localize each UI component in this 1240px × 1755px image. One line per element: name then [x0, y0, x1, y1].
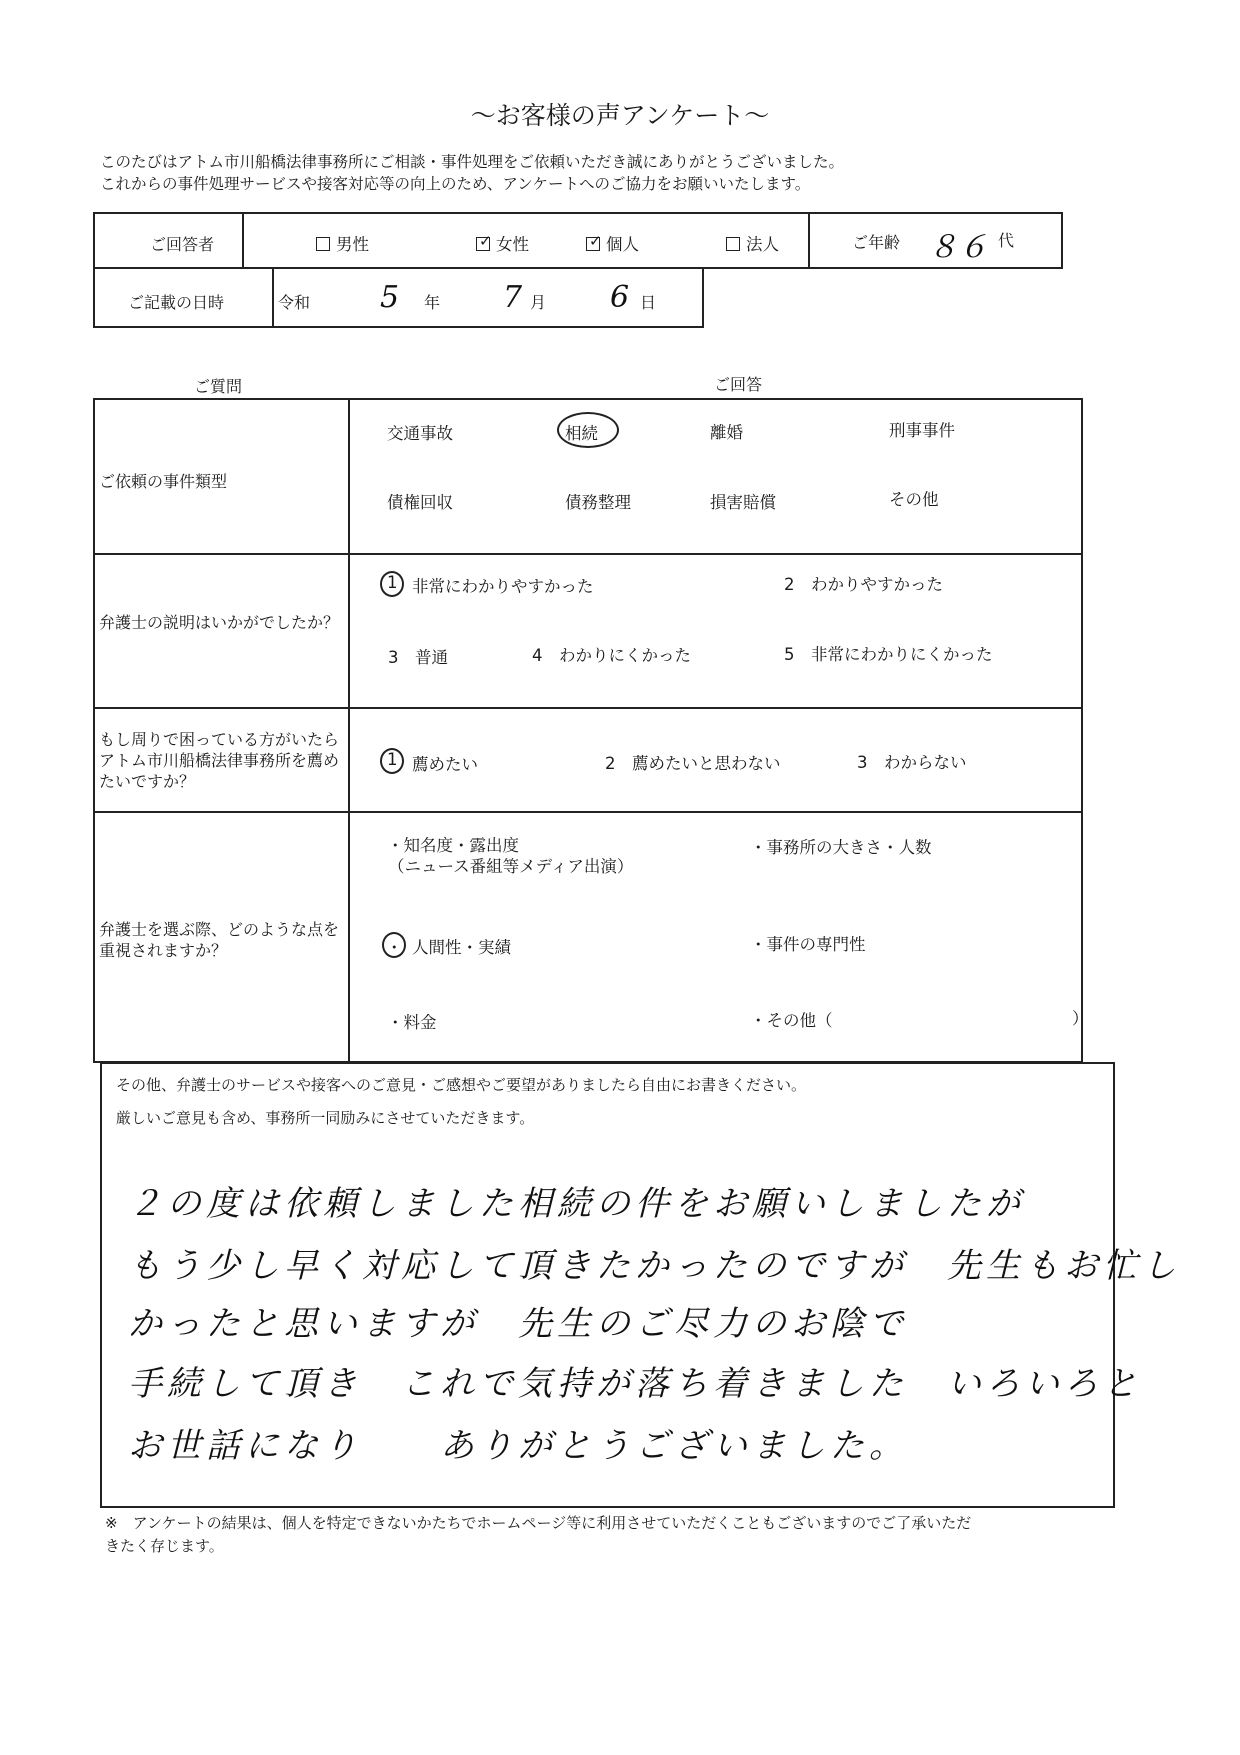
footer-note-line-2: きたく存じます。 [105, 1537, 224, 1555]
male-checkbox[interactable] [316, 237, 330, 251]
handwritten-line-1: ２の度は依頼しました相続の件をお願いしましたが [128, 1184, 1025, 1224]
q3-option-2[interactable]: 2 薦めたいと思わない [605, 754, 781, 773]
era-label: 令和 [278, 293, 311, 312]
day-unit: 日 [640, 293, 657, 312]
comments-prompt-2: 厳しいご意見も含め、事務所一同励みにさせていただきます。 [116, 1109, 535, 1127]
respondent-table [93, 212, 1063, 269]
q2-option-5[interactable]: 5 非常にわかりにくかった [784, 645, 993, 664]
check-mark-icon: ✓ [589, 232, 602, 250]
q1-option-debt-restructuring[interactable]: 債務整理 [565, 493, 631, 512]
survey-title: ～お客様の声アンケート～ [470, 101, 770, 130]
intro-line-1: このたびはアトム市川船橋法律事務所にご相談・事件処理をご依頼いただき誠にありがとうございました。 [100, 153, 845, 171]
day-value[interactable]: 6 [610, 280, 630, 315]
month-value[interactable]: 7 [503, 280, 523, 315]
q1-option-other[interactable]: その他 [889, 490, 939, 509]
q4-question: 弁護士を選ぶ際、どのような点を重視されますか？ [99, 920, 340, 960]
handwritten-line-4: 手続して頂き これで気持が落ち着きました いろいろと [128, 1364, 1142, 1404]
corporate-label: 法人 [746, 235, 779, 254]
q1-option-damages[interactable]: 損害賠償 [710, 493, 776, 512]
type-individual-option[interactable] [586, 231, 639, 255]
footer-note-line-1: ※ アンケートの結果は、個人を特定できないかたちでホームページ等に利用させていただくこともございますのでご了承いただ [105, 1514, 972, 1532]
q4-option-6[interactable]: ・その他（ [750, 1011, 833, 1030]
handwritten-line-2: もう少し早く対応して頂きたかったのですが 先生もお忙し [128, 1246, 1181, 1286]
individual-label: 個人 [606, 235, 639, 254]
comments-prompt-1: その他、弁護士のサービスや接客へのご意見・ご感想やご要望がありましたら自由にお書きください。 [116, 1076, 807, 1094]
q2-option-1[interactable]: 非常にわかりやすかった [412, 577, 594, 596]
q3-option-3[interactable]: 3 わからない [857, 753, 967, 772]
q2-question: 弁護士の説明はいかがでしたか？ [99, 613, 340, 632]
answer-header: ご回答 [714, 375, 763, 394]
year-value[interactable]: 5 [380, 280, 400, 315]
q1-option-debt-collection[interactable]: 債権回収 [387, 493, 453, 512]
q2-option-1-number[interactable]: 1 [387, 573, 398, 592]
check-mark-icon: ✓ [479, 232, 492, 250]
q4-option-2[interactable]: ・事務所の大きさ・人数 [750, 838, 932, 857]
male-label: 男性 [336, 235, 369, 254]
month-unit: 月 [530, 293, 547, 312]
q1-option-criminal[interactable]: 刑事事件 [889, 421, 955, 440]
q2-option-3[interactable]: 3 普通 [388, 648, 448, 667]
selection-circle [557, 412, 619, 448]
q3-question: もし周りで困っている方がいたらアトム市川船橋法律事務所を薦めたいですか？ [99, 730, 340, 791]
age-label: ご年齢 [852, 233, 901, 252]
q2-option-2[interactable]: 2 わかりやすかった [784, 575, 943, 594]
q4-option-6-close: ） [1072, 1009, 1089, 1028]
year-unit: 年 [424, 293, 441, 312]
q4-option-5[interactable]: ・料金 [387, 1013, 437, 1032]
respondent-label: ご回答者 [150, 235, 215, 254]
corporate-checkbox[interactable] [726, 237, 740, 251]
age-value[interactable]: ８６ [928, 230, 988, 265]
handwritten-line-3: かったと思いますが 先生のご尽力のお陰で [128, 1304, 908, 1344]
q3-option-1[interactable]: 薦めたい [412, 755, 478, 774]
intro-line-2: これからの事件処理サービスや接客対応等の向上のため、アンケートへのご協力をお願いいたします。 [100, 175, 811, 193]
q1-option-traffic[interactable]: 交通事故 [387, 424, 453, 443]
question-header: ご質問 [194, 377, 243, 396]
q1-option-inheritance[interactable]: 相続 [565, 424, 598, 443]
q3-option-1-number[interactable]: 1 [387, 750, 398, 769]
q1-option-divorce[interactable]: 離婚 [710, 423, 743, 442]
individual-checkbox[interactable] [586, 232, 602, 251]
q4-option-3-bullet: ・ [386, 938, 403, 957]
q4-option-1-detail: （ニュース番組等メディア出演） [388, 857, 634, 876]
q4-option-3[interactable]: 人間性・実績 [412, 938, 511, 957]
gender-female-option[interactable] [476, 231, 529, 255]
female-checkbox[interactable] [476, 232, 492, 251]
female-label: 女性 [496, 235, 529, 254]
q4-option-4[interactable]: ・事件の専門性 [750, 935, 866, 954]
handwritten-line-5: お世話になり ありがとうございました。 [128, 1426, 908, 1466]
q2-option-4[interactable]: 4 わかりにくかった [532, 646, 691, 665]
type-corporate-option[interactable] [726, 231, 779, 255]
age-suffix: 代 [998, 231, 1015, 250]
gender-male-option[interactable] [316, 231, 369, 255]
q4-option-1[interactable]: ・知名度・露出度 [387, 836, 519, 855]
date-label: ご記載の日時 [128, 293, 225, 312]
q1-question: ご依頼の事件類型 [99, 472, 228, 491]
